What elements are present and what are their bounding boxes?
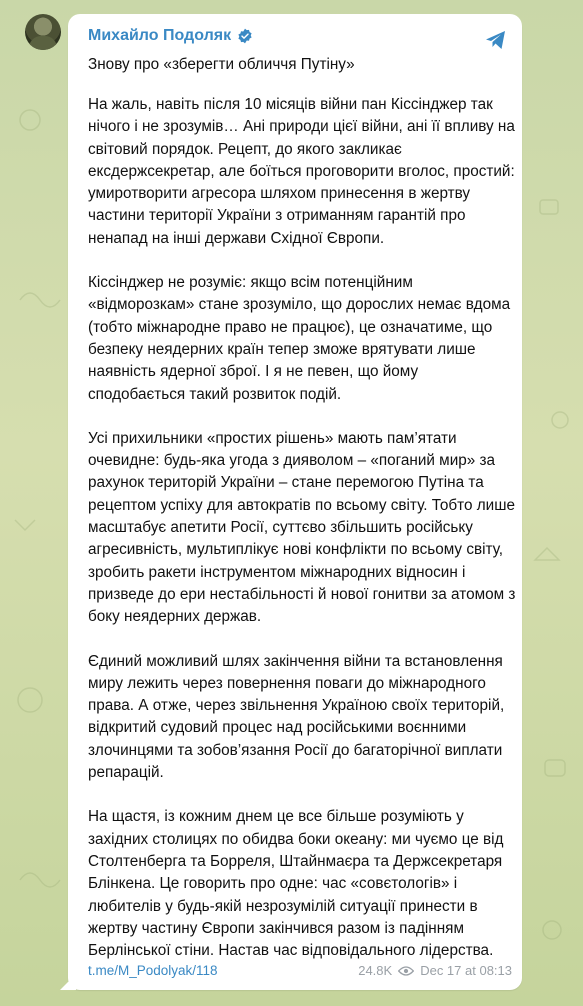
message-header [88,27,253,45]
post-title: Знову про «зберегти обличчя Путіну» [88,56,355,73]
message-footer [88,963,512,978]
post-paragraph: Кіссінджер не розуміє: якщо всім потенційним «відморозкам» стане зрозуміло, що дорослих немає вдома (тобто міжнародне право не працює), це означатиме, що безпеку неядерних країн тепер зможе врятувати лише наявність ядерної зброї. І я не певен, що йому сподобається такий розвиток подій. [88,274,511,403]
view-count: 24.8K [358,963,393,978]
sender-name[interactable]: Михайло Подоляк [88,27,232,44]
post-paragraph: Єдиний можливий шлях закінчення війни та встановлення миру лежить через повернення поваги до міжнародного права. А отже, через звільнення Україною своїх територій, відкритий судовий процес над російськими воєнними злочинцями та зобов’язання Росії до багаторічної виплати репарацій. [88,652,505,782]
post-body [88,94,518,984]
post-paragraph: На щастя, із кожним днем це все більше розуміють у західних столицях по обидва боки океану: ми чуємо це від Столтенберга та Борреля, Штайнмаєра та Держсекретаря Блінкена. Це говорить про одне: час «совєтологів» і любителів у будь-якій незрозумілій ситуації принести в жертву частину Європи закінчився разом із падінням Берлінської стіни. Настав час відповідального лідерства. [88,808,504,960]
message-bubble [68,14,522,990]
post-paragraph: Усі прихильники «простих рішень» мають пам’ятати очевидне: будь-яка угода з дияволом – «поганий мир» за рахунок територій України – стане перемогою Путіна та рецептом успіху для автократів по всьому світу. Тобто лише масштабує апетити Росії, суттєво збільшить російську агресивність, мультиплікує нові конфлікти по всьому світу, зробить ракети інструментом міжнародних відносин і призведе до ери нестабільності й нової гонитви за атомом з боку неядерних держав. [88,429,516,626]
share-icon[interactable] [484,28,508,52]
post-link[interactable]: t.me/M_Podolyak/118 [88,963,218,978]
verified-badge-icon [237,28,253,44]
message-meta [358,963,512,978]
channel-avatar[interactable] [25,14,61,50]
post-paragraph: На жаль, навіть після 10 місяців війни пан Кіссінджер так нічого і не зрозумів… Ані природи цієї війни, ані її впливу на світовий порядок. Рецепт, до якого закликає ексдержсекретар, але боїться проговорити вголос, простий: умиротворити агресора шляхом принесення в жертву частини території України з отриманням гарантій про ненапад на інші держави Східної Європи. [88,96,515,247]
message-timestamp: Dec 17 at 08:13 [420,963,512,978]
eye-icon [398,965,414,977]
avatar-portrait-icon [29,36,57,50]
